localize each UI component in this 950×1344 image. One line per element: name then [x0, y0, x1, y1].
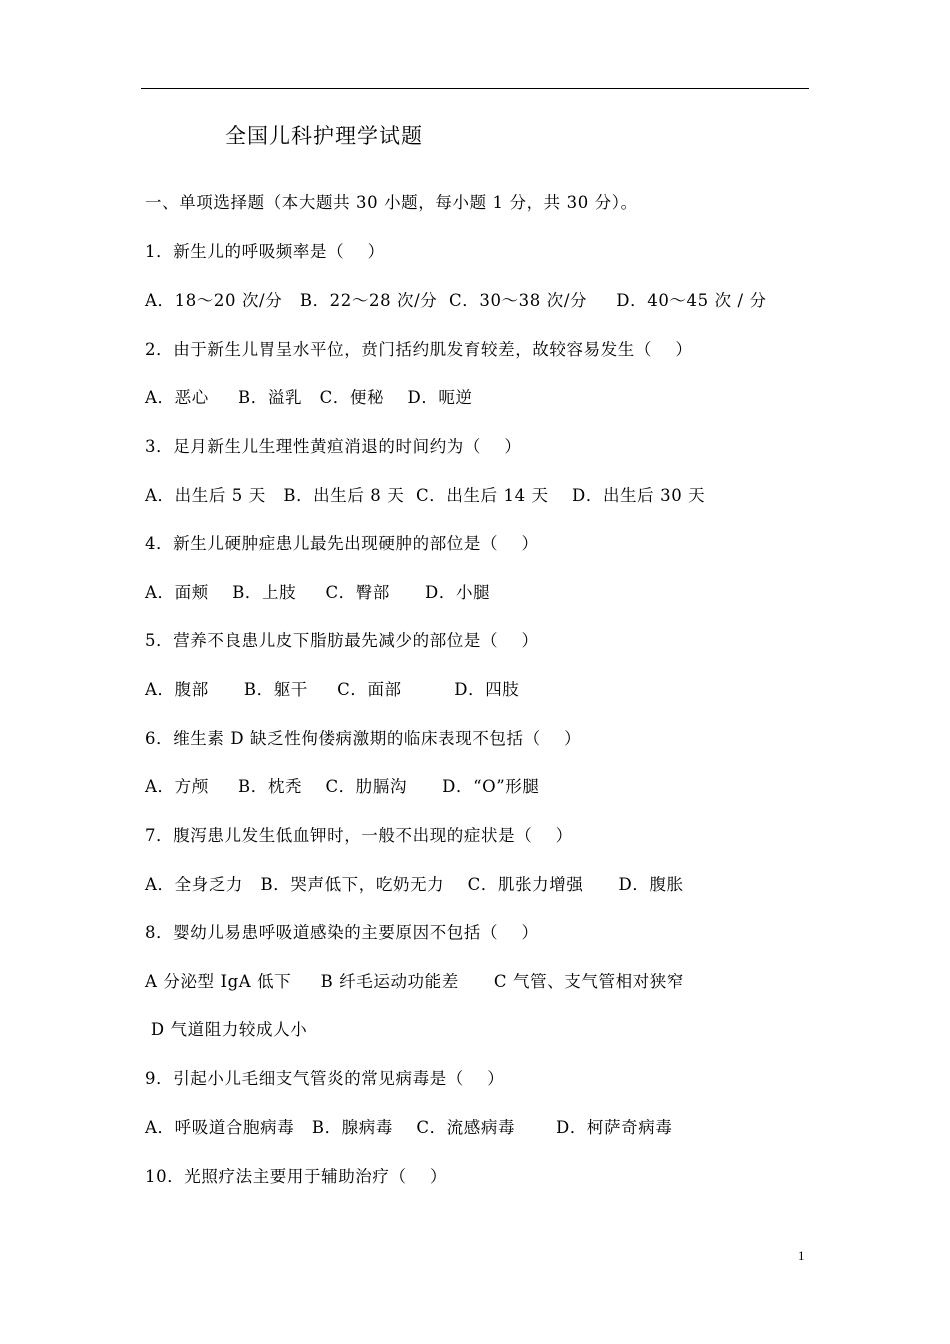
question-1: 1．新生儿的呼吸频率是（ ）: [145, 242, 385, 261]
question-1-options: A．18～20 次/分 B．22～28 次/分 C．30～38 次/分 D．40～45 次 / 分: [145, 291, 767, 310]
document-title: 全国儿科护理学试题: [225, 124, 423, 148]
question-7: 7．腹泻患儿发生低血钾时，一般不出现的症状是（ ）: [145, 826, 573, 845]
question-5: 5．营养不良患儿皮下脂肪最先减少的部位是（ ）: [145, 631, 539, 650]
question-7-options: A．全身乏力 B．哭声低下，吃奶无力 C．肌张力增强 D．腹胀: [145, 875, 684, 894]
question-8-options: A 分泌型 IgA 低下 B 纤毛运动功能差 C 气管、支气管相对狭窄: [145, 972, 684, 991]
question-3-options: A．出生后 5 天 B．出生后 8 天 C．出生后 14 天 D．出生后 30 天: [145, 486, 706, 505]
question-8-options-continued: D 气道阻力较成人小: [145, 1020, 308, 1039]
question-9: 9．引起小儿毛细支气管炎的常见病毒是（ ）: [145, 1069, 505, 1088]
question-2-options: A．恶心 B．溢乳 C．便秘 D．呃逆: [145, 388, 473, 407]
section-heading: 一、单项选择题（本大题共 30 小题，每小题 1 分，共 30 分）。: [145, 193, 638, 212]
question-9-options: A．呼吸道合胞病毒 B．腺病毒 C．流感病毒 D．柯萨奇病毒: [145, 1118, 673, 1137]
header-rule: [141, 88, 809, 89]
question-5-options: A．腹部 B．躯干 C．面部 D．四肢: [145, 680, 520, 699]
page-number: 1: [798, 1248, 805, 1263]
question-8: 8．婴幼儿易患呼吸道感染的主要原因不包括（ ）: [145, 923, 539, 942]
question-4-options: A．面颊 B．上肢 C．臀部 D．小腿: [145, 583, 491, 602]
question-6-options: A．方颅 B．枕秃 C．肋膈沟 D．“O”形腿: [145, 777, 540, 796]
question-2: 2．由于新生儿胃呈水平位，贲门括约肌发育较差，故较容易发生（ ）: [145, 340, 693, 359]
question-4: 4．新生儿硬肿症患儿最先出现硬肿的部位是（ ）: [145, 534, 539, 553]
question-6: 6．维生素 D 缺乏性佝偻病激期的临床表现不包括（ ）: [145, 729, 582, 748]
question-10: 10．光照疗法主要用于辅助治疗（ ）: [145, 1167, 448, 1186]
question-3: 3．足月新生儿生理性黄疸消退的时间约为（ ）: [145, 437, 522, 456]
